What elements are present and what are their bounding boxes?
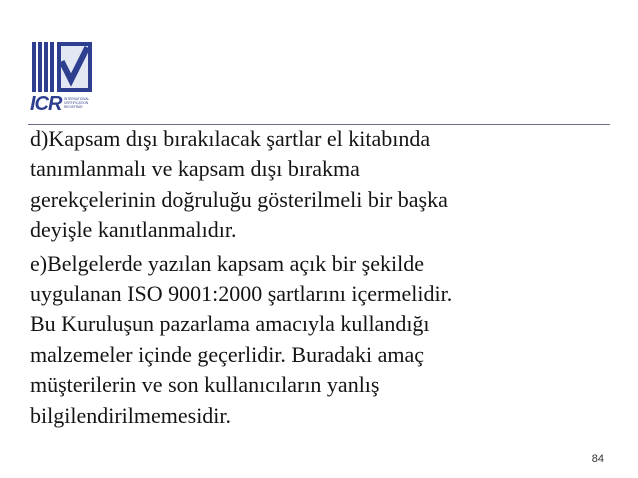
icr-logo bbox=[30, 40, 94, 120]
logo-wordmark bbox=[30, 93, 94, 117]
logo-subtitle-line: CERTIFICATION bbox=[64, 101, 89, 105]
checkmark-logo-icon bbox=[30, 40, 94, 92]
logo-subtitle bbox=[64, 97, 96, 109]
page-number: 84 bbox=[591, 453, 604, 465]
logo-subtitle-line: REGISTRAR bbox=[64, 105, 83, 109]
logo-mark: ICR bbox=[30, 93, 62, 115]
logo-subtitle-line: INTERNATIONAL bbox=[64, 97, 90, 101]
paragraph-d: d)Kapsam dışı bırakılacak şartlar el kitabında tanımlanmalı ve kapsam dışı bırakma gerekçelerinin doğruluğu gösterilmeli bir başka deyişle kanıtlanmalıdır. bbox=[30, 126, 448, 243]
paragraph-e: e)Belgelerde yazılan kapsam açık bir şekilde uygulanan ISO 9001:2000 şartlarını içermelidir. Bu Kuruluşun pazarlama amacıyla kullandığı malzemeler içinde geçerlidir. Buradaki amaç müşterilerin ve son kullanıcıların yanlış bilgilendirilmemesidir. bbox=[30, 250, 453, 428]
slide-body bbox=[30, 124, 595, 431]
